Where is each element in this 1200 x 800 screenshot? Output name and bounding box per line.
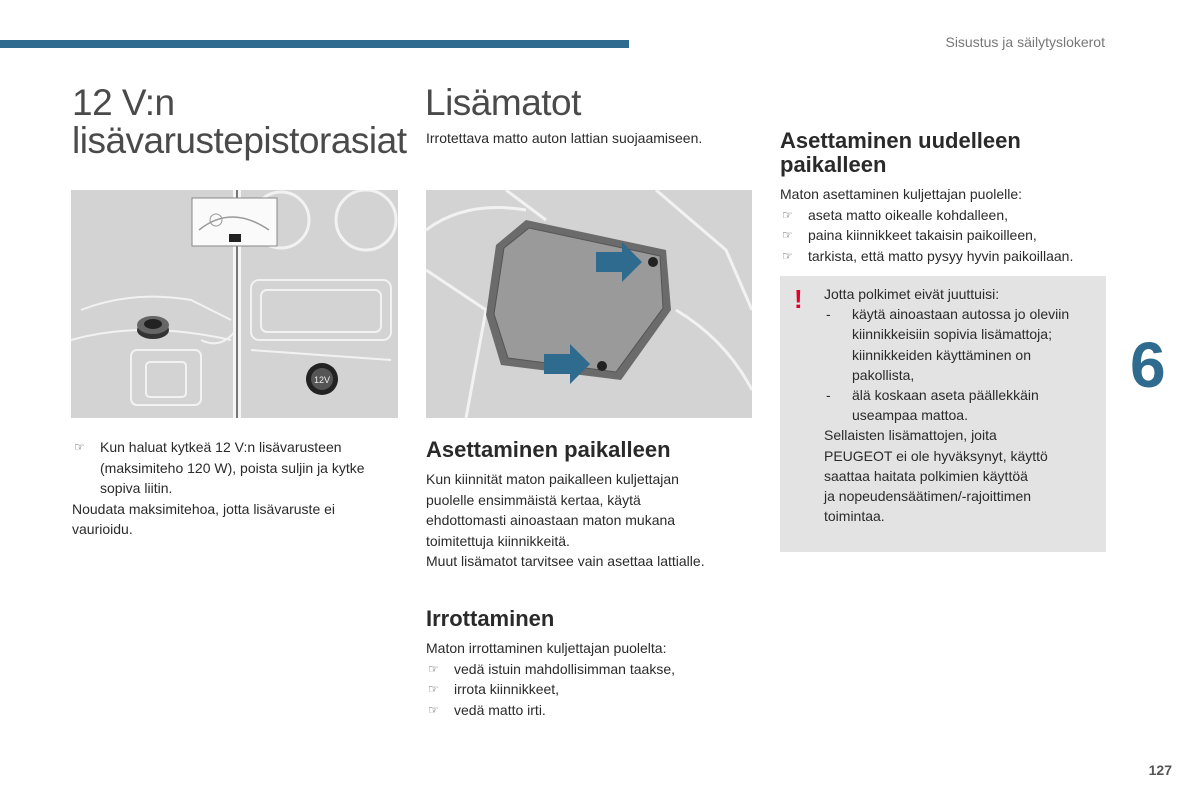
reinstall-text: Maton asettaminen kuljettajan puolelle: ☞ aseta matto oikealle kohdalleen, ☞ paina kiinnikkeet takaisin paikoilleen, ☞ tarkista, että matto pysyy hyvin paikoillaan.	[780, 184, 1110, 266]
list-item: - käytä ainoastaan autossa jo oleviin kiinnikkeisiin sopivia lisämattoja; kiinnikkeiden käyttäminen on pakollista,	[826, 306, 1070, 383]
list-item: ☞ aseta matto oikealle kohdalleen,	[780, 205, 1110, 226]
warning-text: Jotta polkimet eivät juuttuisi: - käytä ainoastaan autossa jo oleviin kiinnikkeisiin sopivia lisämattoja; kiinnikkeiden käyttäminen on pakollista, - älä koskaan aseta päällekkäin useampaa mattoa. Sellaisten lisämattojen, joita PEUGEOT ei ole hyväksynyt, käyttö saattaa haitata polkimien käyttöä ja nopeudensäätimen/-rajoittimen toimintaa.	[824, 284, 1104, 526]
list-item: ☞ paina kiinnikkeet takaisin paikoilleen,	[780, 225, 1110, 246]
section-title: Sisustus ja säilytyslokerot	[945, 34, 1105, 50]
list-item: ☞ irrota kiinnikkeet,	[426, 679, 756, 700]
pointing-hand-icon: ☞	[782, 228, 793, 242]
remove-text: Maton irrottaminen kuljettajan puolelta: ☞ vedä istuin mahdollisimman taakse, ☞ irrota kiinnikkeet, ☞ vedä matto irti.	[426, 638, 756, 720]
install-text: Kun kiinnität maton paikalleen kuljettajan puolelle ensimmäistä kertaa, käytä ehdottomasti ainoastaan maton mukana toimitettuja kiinnikkeitä. Muut lisämatot tarvitsee vain asettaa lattialle.	[426, 471, 705, 569]
list-item: ☞ tarkista, että matto pysyy hyvin paikoillaan.	[780, 246, 1110, 267]
heading-install: Asettaminen paikalleen	[426, 437, 671, 462]
pointing-hand-icon: ☞	[428, 702, 439, 717]
title-floor-mats: Lisämatot	[425, 82, 581, 123]
figure-floor-mat	[426, 190, 752, 418]
list-item: - älä koskaan aseta päällekkäin useampaa mattoa.	[826, 387, 1039, 424]
chapter-number: 6	[1130, 329, 1166, 401]
socket-label: 12V	[313, 375, 331, 385]
list-item: ☞ vedä matto irti.	[426, 700, 756, 721]
pointing-hand-icon: ☞	[782, 248, 793, 263]
page-number: 127	[1148, 762, 1172, 778]
figure-12v-socket	[71, 190, 398, 418]
pointing-hand-icon: ☞	[74, 440, 85, 454]
dashboard-illustration	[71, 190, 398, 418]
floor-mat-illustration	[426, 190, 752, 418]
col1-bullet: ☞ Kun haluat kytkeä 12 V:n lisävarusteen (maksimiteho 120 W), poista suljin ja kytke sopiva liitin. Noudata maksimitehoa, jotta lisävaruste ei vaurioidu.	[72, 439, 365, 537]
title-12v-sockets: 12 V:n lisävarustepistorasiat	[72, 82, 407, 161]
pointing-hand-icon: ☞	[428, 661, 439, 676]
warning-box	[780, 276, 1106, 552]
heading-remove: Irrottaminen	[426, 606, 555, 631]
list-item: ☞ vedä istuin mahdollisimman taakse,	[426, 659, 756, 680]
floor-mats-intro: Irrotettava matto auton lattian suojaamiseen.	[426, 130, 703, 146]
header-accent-bar	[0, 40, 629, 48]
pointing-hand-icon: ☞	[782, 207, 793, 222]
pointing-hand-icon: ☞	[428, 682, 439, 696]
heading-reinstall: Asettaminen uudelleen paikalleen	[780, 128, 1021, 177]
warning-icon: !	[794, 284, 803, 314]
